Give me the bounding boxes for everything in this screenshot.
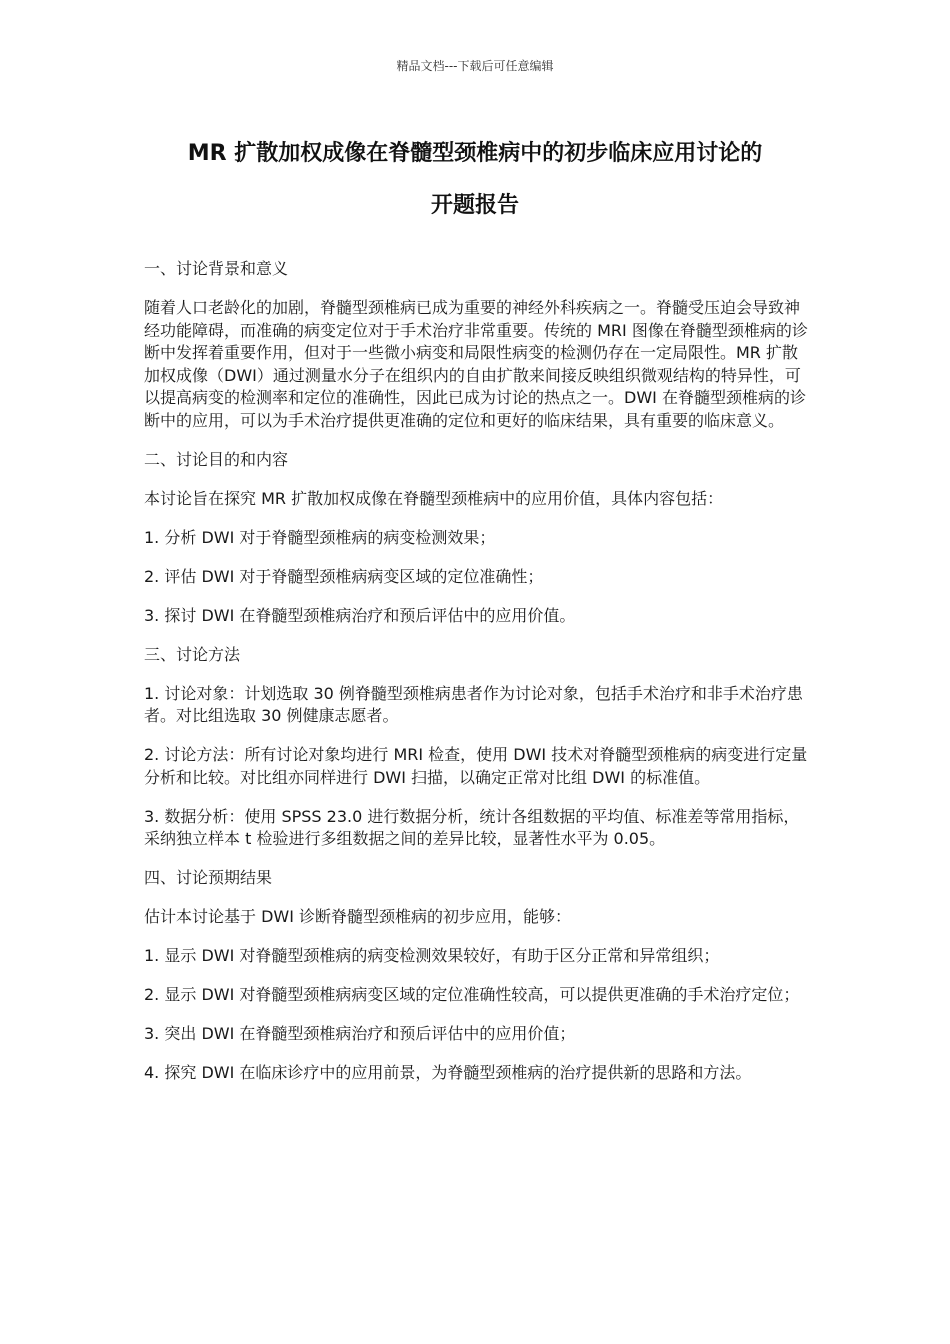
paragraph-purpose-intro: 本讨论旨在探究 MR 扩散加权成像在脊髓型颈椎病中的应用价值，具体内容包括： <box>144 488 724 508</box>
title-line-2: 开题报告 <box>430 193 519 218</box>
section-heading-methods: 三、讨论方法 <box>144 644 241 664</box>
list-item-purpose-1: 1. 分析 DWI 对于脊髓型颈椎病的病变检测效果； <box>144 527 496 547</box>
section-heading-expected-results: 四、讨论预期结果 <box>144 868 273 887</box>
paragraph-expected-intro: 估计本讨论基于 DWI 诊断脊髓型颈椎病的初步应用，能够： <box>144 907 572 926</box>
list-item-expected-1: 1. 显示 DWI 对脊髓型颈椎病的病变检测效果较好，有助于区分正常和异常组织； <box>144 946 720 965</box>
list-item-methods-2: 2. 讨论方法：所有讨论对象均进行 MRI 检查，使用 DWI 技术对脊髓型颈椎病的病变进行定量分析和比较。对比组亦同样进行 DWI 扫描，以确定正常对比组 DWI 的标准值。 <box>144 745 808 787</box>
section-heading-purpose: 二、讨论目的和内容 <box>144 449 289 469</box>
list-item-methods-1: 1. 讨论对象：计划选取 30 例脊髓型颈椎病患者作为讨论对象，包括手术治疗和非手术治疗患者。对比组选取 30 例健康志愿者。 <box>144 683 803 725</box>
list-item-expected-2: 2. 显示 DWI 对脊髓型颈椎病病变区域的定位准确性较高，可以提供更准确的手术治疗定位； <box>144 985 800 1004</box>
document-title <box>120 128 830 232</box>
section-heading-background: 一、讨论背景和意义 <box>144 259 289 278</box>
list-item-methods-3: 3. 数据分析：使用 SPSS 23.0 进行数据分析，统计各组数据的平均值、标准差等常用指标，采纳独立样本 t 检验进行多组数据之间的差异比较，显著性水平为 0.05。 <box>144 806 800 848</box>
list-item-expected-4: 4. 探究 DWI 在临床诊疗中的应用前景，为脊髓型颈椎病的治疗提供新的思路和方法。 <box>144 1063 752 1082</box>
document-body <box>144 258 810 1101</box>
page-header: 精品文档---下载后可任意编辑 <box>396 59 554 73</box>
title-line-1: MR 扩散加权成像在脊髓型颈椎病中的初步临床应用讨论的 <box>187 141 763 166</box>
list-item-purpose-3: 3. 探讨 DWI 在脊髓型颈椎病治疗和预后评估中的应用价值。 <box>144 605 576 625</box>
list-item-expected-3: 3. 突出 DWI 在脊髓型颈椎病治疗和预后评估中的应用价值； <box>144 1024 576 1043</box>
paragraph-background: 随着人口老龄化的加剧，脊髓型颈椎病已成为重要的神经外科疾病之一。脊髓受压迫会导致神经功能障碍，而准确的病变定位对于手术治疗非常重要。传统的 MRI 图像在脊髓型颈椎病的诊断中发挥着重要作用，但对于一些微小病变和局限性病变的检测仍存在一定局限性。MR 扩散加权成像（DWI）通过测量水分子在组织内的自由扩散来间接反映组织微观结构的特异性，可以提高病变的检测率和定位的准确性，因此已成为讨论的热点之一。DWI 在脊髓型颈椎病的诊断中的应用，可以为手术治疗提供更准确的定位和更好的临床结果，具有重要的临床意义。 <box>144 298 808 430</box>
list-item-purpose-2: 2. 评估 DWI 对于脊髓型颈椎病病变区域的定位准确性； <box>144 566 544 586</box>
